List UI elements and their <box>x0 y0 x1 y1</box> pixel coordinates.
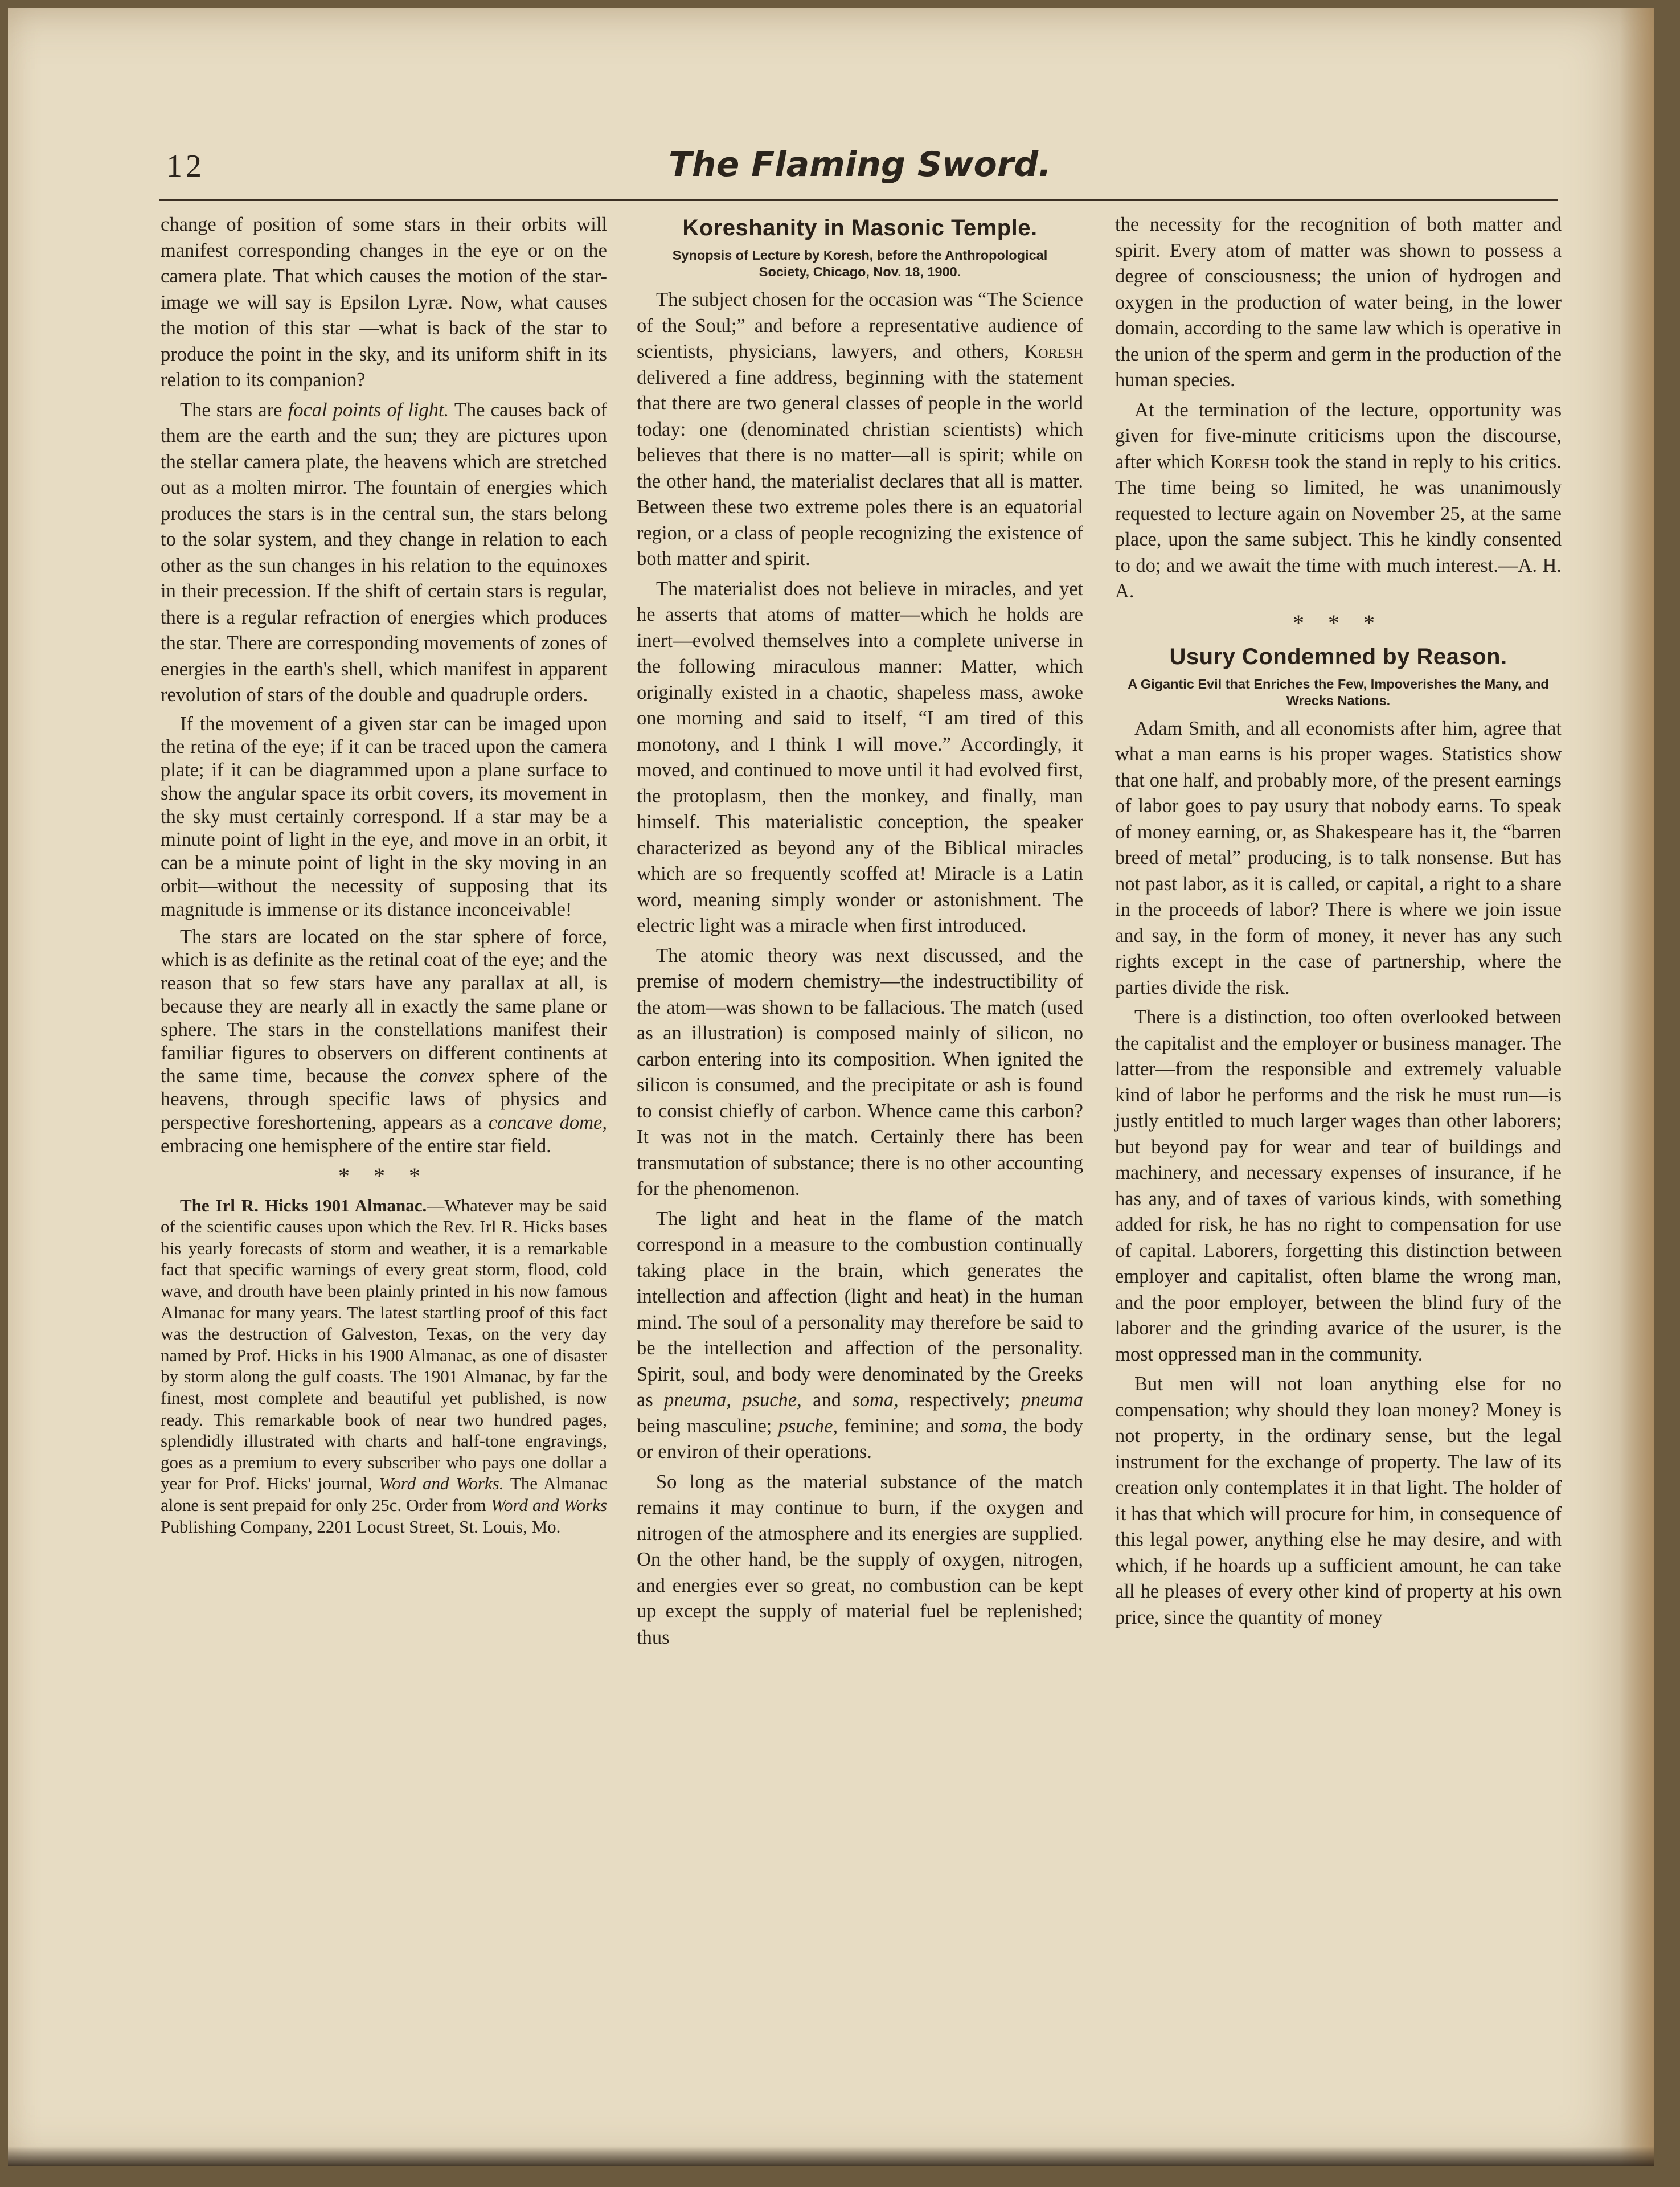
magazine-page <box>8 8 1654 2166</box>
col1-paragraph-1: change of position of some stars in their orbits will manifest corresponding changes in the eye or on the camera plate. That which causes the motion of the star-image we will say is Epsilon Lyræ. Now, what causes the motion of this star —what is back of the star to produce the point in the sky, and its uniform shift in its relation to its companion? <box>161 214 607 391</box>
col1-almanac-notice <box>161 1195 607 1538</box>
article-subheading: Synopsis of Lecture by Koresh, before the Anthropological Society, Chicago, Nov. 18, 1900. <box>672 248 1048 279</box>
col1-paragraph-2 <box>161 398 607 708</box>
col2-paragraph-2: The materialist does not believe in miracles, and yet he asserts that atoms of matter—which he holds are inert—evolved themselves into a complete universe in the following miraculous manner: Matter, which originally existed in a chaotic, shapeless mass, awoke one morning and said to itself, “I am tired of this monotony, and I think I will move.” Accordingly, it moved, and continued to move until it had evolved first, the protoplasm, then the monkey, and finally, man himself. This materialistic conception, the speaker characterized as beyond any of the Biblical miracles which are so frequently scoffed at! Miracle is a Latin word, meaning simply wonder or astonishment. The electric light was a miracle when first introduced. <box>637 578 1083 936</box>
col3-paragraph-3: Adam Smith, and all economists after him, agree that what a man earns is his proper wages. Statistics show that one half, and probably more, of the present earnings of labor goes to pay usury that nobody earns. To speak of money earning, or, as Shakespeare has it, the “barren breed of metal” producing, is to talk nonsense. But has not past labor, as it is called, or capital, a right to a share in the proceeds of labor? There is where we join issue and say, in the form of money, it never has any such rights except in the case of partnership, where the parties divide the risk. <box>1115 717 1562 998</box>
emphasis-greek: psuche, <box>778 1415 838 1437</box>
col3-paragraph-5: But men will not loan anything else for no compensation; why should they loan money? Money is not property, in the ordinary sense, but the legal instrument for the exchange of property. The law of its creation only contemplates it in that light. The holder of it has that which will procure for him, in consequence of this legal power, anything else he may desire, and with which, if he hoards up a sufficient amount, he can take all he pleases of every other kind of property at his own price, since the quantity of money <box>1115 1373 1562 1628</box>
column-2 <box>637 212 1083 1654</box>
column-3 <box>1115 212 1562 1635</box>
article-subheading: A Gigantic Evil that Enriches the Few, Impoverishes the Many, and Wrecks Nations. <box>1128 676 1549 708</box>
text-run: delivered a fine address, beginning with the statement that there are two general classes of people in the world today: one (denominated christian scientists) which believes that there is no matter—all is spirit; while on the other hand, the materialist declares that all is matter. Between these two extreme poles there is an equatorial region, or a class of people recognizing the existence of both matter and spirit. <box>637 366 1083 570</box>
article-heading: Usury Condemned by Reason. <box>1169 644 1507 669</box>
col1-dense-block <box>161 712 607 1158</box>
text-run: and <box>801 1389 853 1411</box>
emphasis-greek: pneuma <box>1021 1389 1083 1411</box>
text-run: The stars are located on the star sphere of force, which is as definite as the retinal coat of the eye; and the reason that so few stars have any parallax at all, is because they are nearly all in exactly the same plane or sphere. The stars in the constellations manifest their familiar figures to observers on different continents at the same time, because the <box>161 925 607 1087</box>
text-run: being masculine; <box>637 1415 778 1437</box>
text-run: The stars are <box>180 399 288 421</box>
masthead-title: The Flaming Sword. <box>668 145 1052 185</box>
text-run: The light and heat in the flame of the match correspond in a measure to the combustion continually taking place in the brain, which generates the intellection and affection (light and heat) in the human mind. The soul of a personality may therefore be said to be the intellection and affection of the personality. Spirit, soul, and body were denominated by the Greeks as <box>637 1207 1083 1411</box>
text-run: the body or environ of their operations. <box>637 1415 1083 1463</box>
article-heading: Koreshanity in Masonic Temple. <box>682 215 1038 240</box>
emphasis-focal-points: focal points of light. <box>288 399 449 421</box>
emphasis-convex: convex <box>419 1065 474 1087</box>
col3-paragraph-4: There is a distinction, too often overlooked between the capitalist and the employer or business manager. The latter—from the responsible and extremely valuable kind of labor he performs and the risk he must run—is justly entitled to much larger wages than other laborers; but beyond pay for wear and tear of buildings and machinery, and necessary expenses of insurance, if he has any, and of taxes of various kinds, with something added for risk, he has no right to compensation for use of capital. Laborers, forgetting this distinction between employer and capitalist, often blame the wrong man, and the poor employer, between the blind fury of the laborer and the grinding avarice of the usurer, is the most oppressed man in the community. <box>1115 1006 1562 1365</box>
header-rule <box>159 199 1558 201</box>
col3-paragraph-2 <box>1115 398 1562 605</box>
name-koresh: Koresh <box>1024 341 1083 362</box>
col2-paragraph-1 <box>637 287 1083 572</box>
col2-paragraph-3: The atomic theory was next discussed, and the premise of modern chemistry—the indestructibility of the atom—was shown to be fallacious. The match (used as an illustration) is composed mainly of silicon, no carbon entering into its composition. When ignited the silicon is consumed, and the precipitate or ash is found to consist chiefly of carbon. Whence came this carbon? It was not in the match. Certainly there has been transmutation of substance; there is no other accounting for the phenomenon. <box>637 944 1083 1199</box>
col1-paragraph-3: If the movement of a given star can be imaged upon the retina of the eye; if it can be traced upon the camera plate; if it can be diagrammed upon a plane surface to show the angular space its orbit covers, its movement in the sky must certainly correspond. If a star may be a minute point of light in the eye, and move in an orbit, it can be a minute point of light in the sky moving in an orbit—without the necessity of supposing that its magnitude is immense or its distance inconceivable! <box>161 712 607 920</box>
col2-paragraph-5: So long as the material substance of the match remains it may continue to burn, if the oxygen and nitrogen of the atmosphere and its energies are supplied. On the other hand, be the supply of oxygen, nitrogen, and energies ever so great, no combustion can be kept up except the supply of material fuel be replenished; thus <box>637 1471 1083 1648</box>
text-run: At the termination of the lecture, opportunity was given for five-minute criticisms upon the discourse, after which <box>1115 399 1562 473</box>
emphasis-word-and-works: Word and Works <box>491 1494 607 1515</box>
emphasis-greek: pneuma, psuche, <box>664 1389 802 1411</box>
section-divider-stars: * * * <box>338 1162 429 1189</box>
page-header <box>159 145 1560 196</box>
col1-paragraph-4 <box>161 925 607 1158</box>
col2-paragraph-4 <box>637 1206 1083 1465</box>
page-number: 12 <box>166 149 205 184</box>
emphasis-word-and-works: Word and Works. <box>379 1473 504 1494</box>
text-run: Publishing Company, 2201 Locust Street, St. Louis, Mo. <box>161 1516 561 1537</box>
emphasis-greek: soma, <box>852 1389 899 1411</box>
text-run: feminine; and <box>838 1415 961 1437</box>
col3-paragraph-1: the necessity for the recognition of both matter and spirit. Every atom of matter was shown to possess a degree of consciousness; the union of hydrogen and oxygen in the production of water being, in the lower domain, according to the same law which is operative in the union of the sperm and germ in the production of the human species. <box>1115 214 1562 391</box>
text-run: The causes back of them are the earth and the sun; they are pictures upon the stellar camera plate, the heavens which are stretched out as a molten mirror. The fountain of energies which produces the stars is in the central sun, the stars belong to the solar system, and they change in relation to each other as the sun changes in his relation to the equinoxes in their precession. If the shift of certain stars is regular, there is a regular refraction of energies which produces the star. There are corresponding movements of zones of energies in the earth's shell, which manifest in apparent revolution of stars of the double and quadruple orders. <box>161 399 607 706</box>
page-bottom-edge <box>8 2146 1654 2166</box>
section-divider-stars: * * * <box>1293 609 1384 636</box>
text-run: The Almanac alone is sent prepaid for only 25c. Order from <box>161 1473 607 1515</box>
text-run: —Whatever may be said of the scientific causes upon which the Rev. Irl R. Hicks bases his yearly forecasts of storm and weather, it is a remarkable fact that specific warnings of every great storm, flood, cold wave, and drouth have been plainly printed in his now famous Almanac for many years. The latest startling proof of this fact was the destruction of Galveston, Texas, on the very day named by Prof. Hicks in his 1900 Almanac, as one of disaster by storm along the gulf coasts. The 1901 Almanac, by far the finest, most complete and beautiful yet published, is now ready. This remarkable book of near two hundred pages, splendidly illustrated with charts and half-tone engravings, goes as a premium to every subscriber who pays one dollar a year for Prof. Hicks' journal, <box>161 1195 607 1494</box>
text-run: embracing one hemisphere of the entire star field. <box>161 1135 551 1157</box>
page-spine-shadow <box>1620 8 1654 2166</box>
text-run: respectively; <box>898 1389 1021 1411</box>
emphasis-greek: soma, <box>960 1415 1007 1437</box>
text-run: The subject chosen for the occasion was “The Science of the Soul;” and before a representative audience of scientists, physicians, lawyers, and others, <box>637 289 1083 362</box>
text-run: took the stand in reply to his critics. The time being so limited, he was unanimously requested to lecture again on November 25, at the same place, upon the same subject. This he kindly consented to do; and we await the time with much interest.—A. H. A. <box>1115 450 1562 602</box>
text-run: sphere of the heavens, through specific laws of physics and perspective foreshortening, appears as a <box>161 1065 607 1134</box>
column-1 <box>161 212 607 1541</box>
almanac-title: The Irl R. Hicks 1901 Almanac. <box>180 1195 427 1215</box>
name-koresh: Koresh <box>1210 450 1269 473</box>
emphasis-concave-dome: concave dome, <box>488 1112 607 1134</box>
